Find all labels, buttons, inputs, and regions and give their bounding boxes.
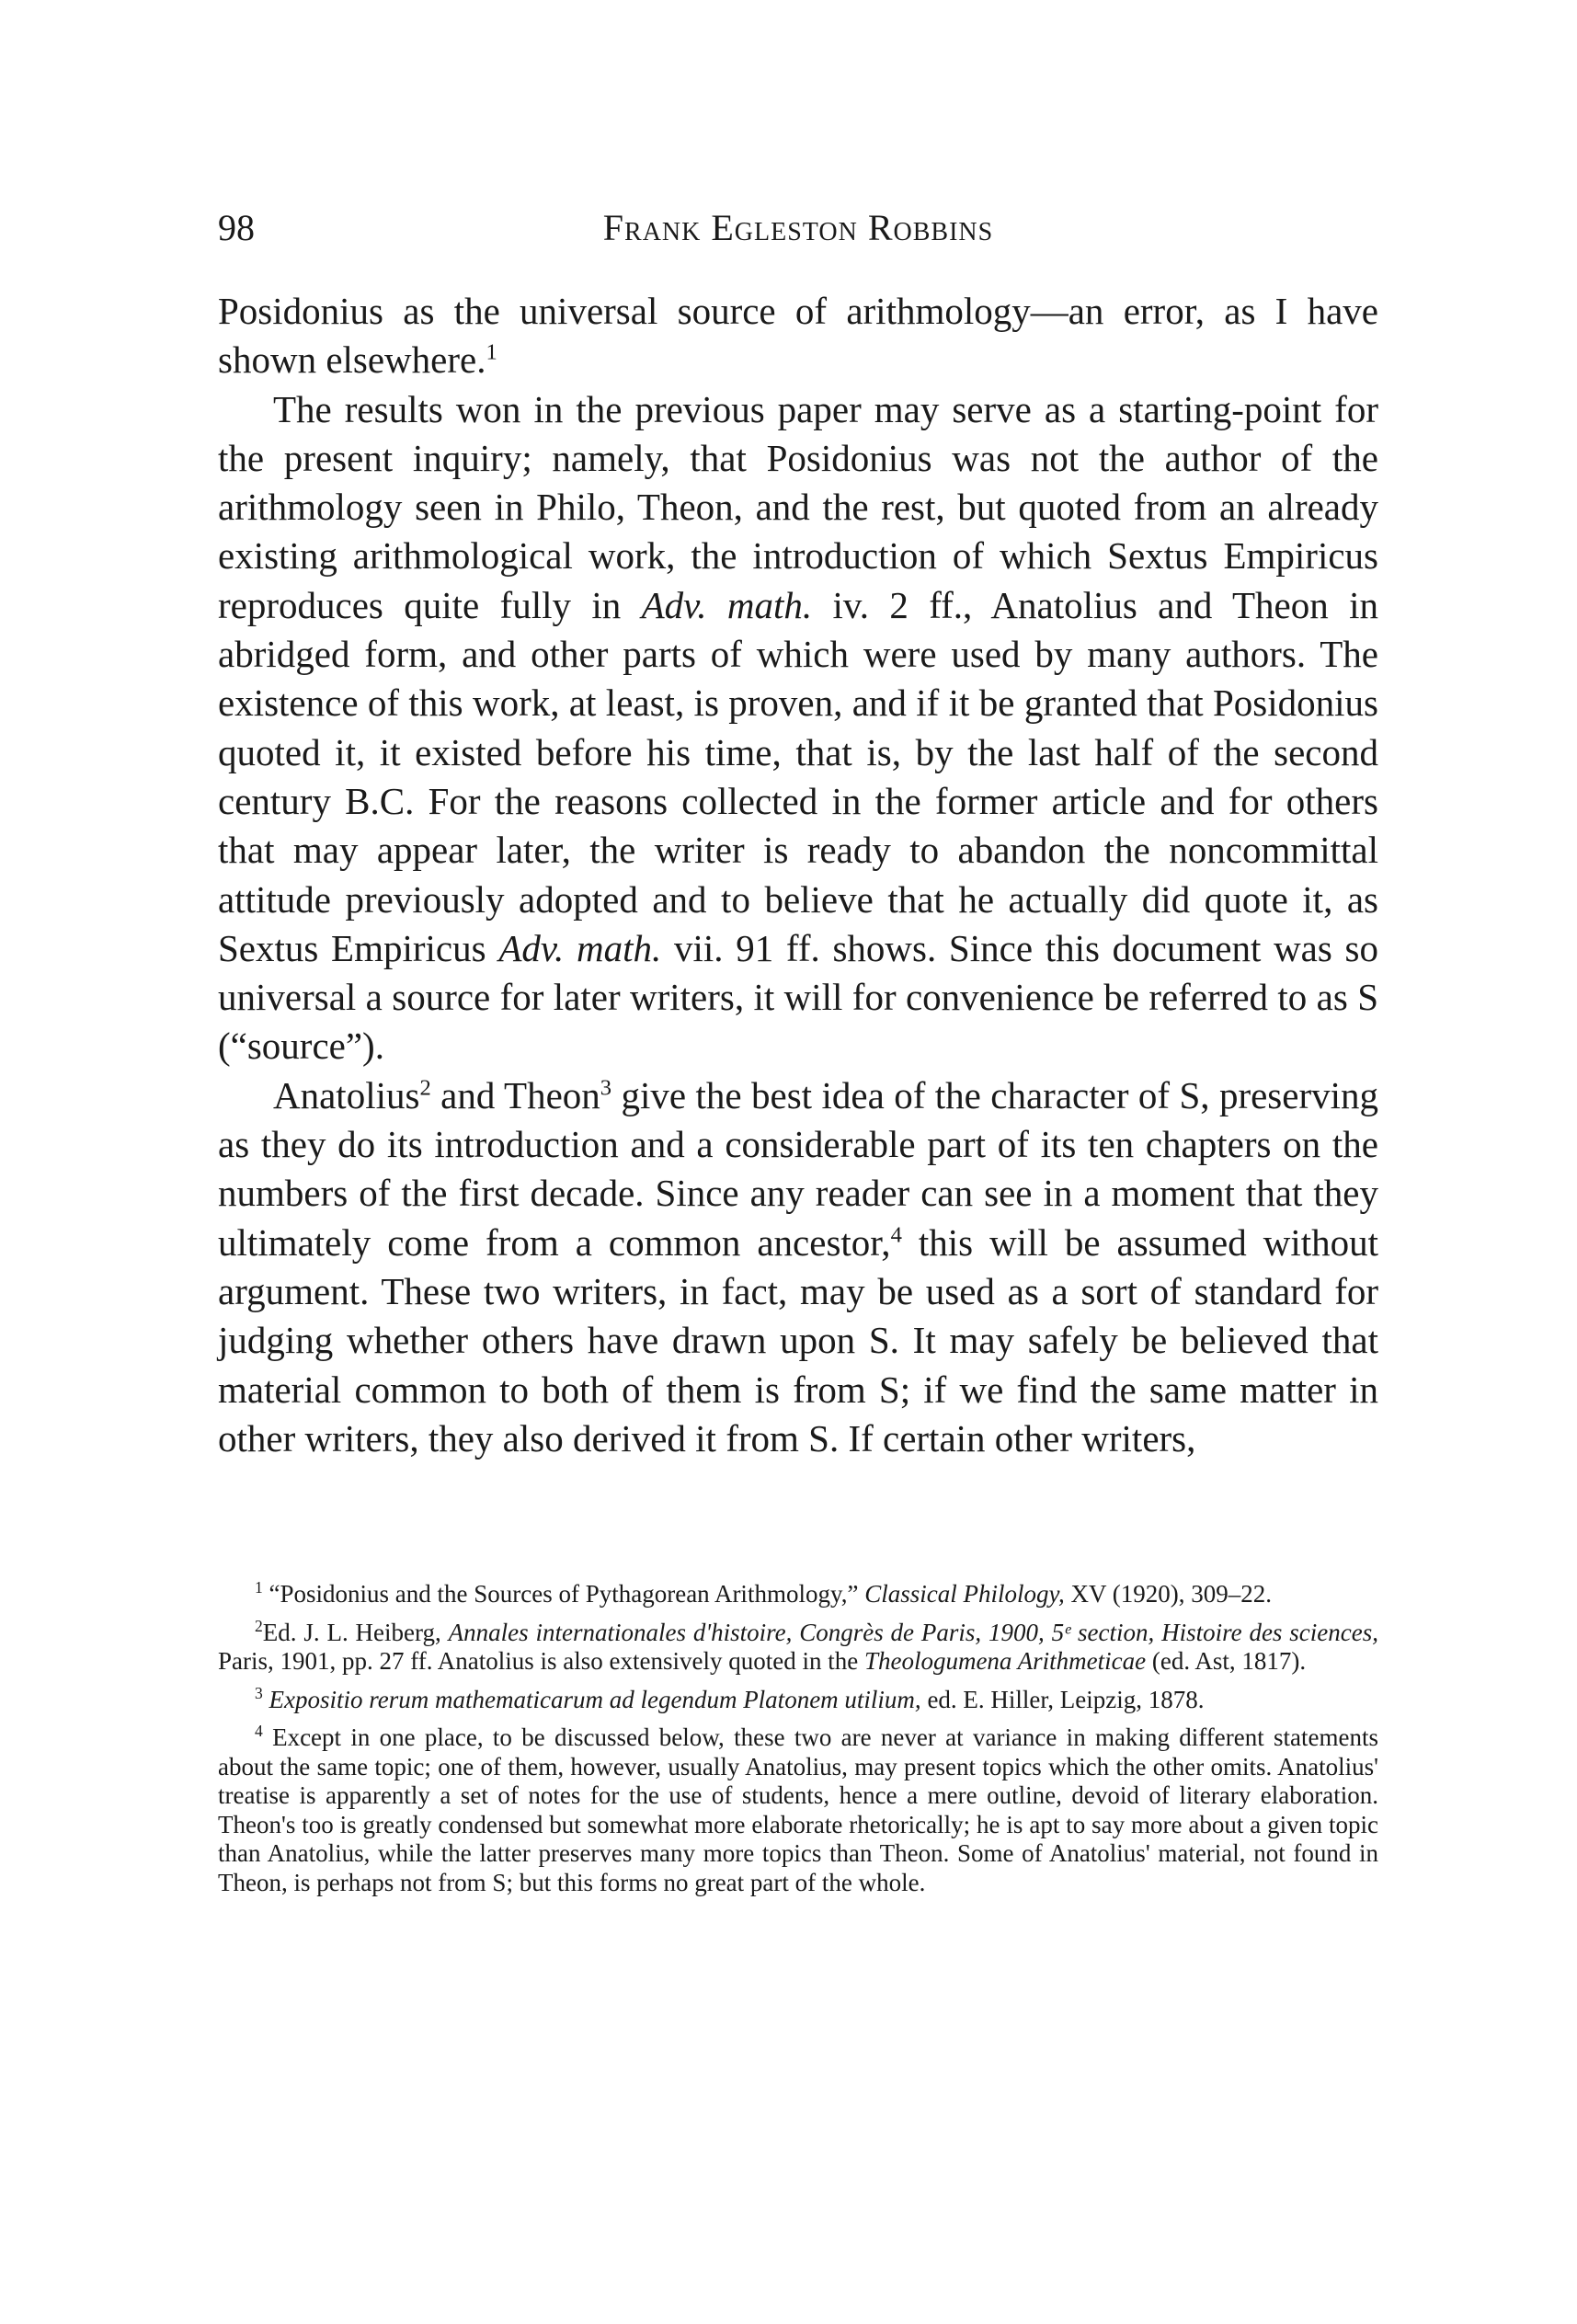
footnote-2-part-b: Paris, 1901, pp. 27 ff. Anatolius is also extensively quoted in the	[218, 1647, 864, 1675]
footnote-2-work: Theologumena Arithmeticae	[863, 1647, 1147, 1675]
footnote-ref-1: 1	[486, 339, 497, 365]
running-head: Frank Egleston Robbins	[602, 207, 994, 248]
citation-adv-math-iv: Adv. math.	[641, 583, 813, 626]
footnote-2	[218, 1616, 1378, 1677]
paragraph-2	[218, 385, 1378, 1071]
paragraph-1-text: Posidonius as the universal source of arithmology—an error, as I have shown elsewhere.	[218, 290, 1378, 382]
paragraph-2-part-c: For the reasons collected in the former article and for others that may appear later, the writer is ready to abandon the noncommittal attitude previously adopted and to believe that he actually did quote it, as Sextus Empiricus	[218, 779, 1378, 969]
footnote-2-part-a: Ed. J. L. Heiberg,	[262, 1618, 449, 1646]
paragraph-2-part-d: vii. 91 ff. shows. Since this document was so universal a source for later writers, it will for convenience be referred to as S (“source”).	[218, 926, 1379, 1068]
footnote-2-title: Annales internationales d'histoire, Congrès de Paris, 1900, 5ᵉ section, Histoire des sciences,	[448, 1618, 1378, 1646]
footnote-ref-3: 3	[600, 1075, 612, 1101]
footnote-mark-1: 1	[255, 1578, 263, 1597]
footnote-1	[218, 1580, 1378, 1609]
era-bc: B.C.	[345, 779, 415, 822]
paragraph-3-part-d: this will be assumed without argument. These two writers, in fact, may be used as a sort of standard for judging whether others have drawn upon S. It may safely be believed that material common to both of them is from S; if we find the same matter in other writers, they also derived it from S. If certain other writers,	[218, 1220, 1379, 1460]
footnote-4	[218, 1723, 1378, 1897]
paragraph-2-part-a: The results won in the previous paper may serve as a starting-point for the present inquiry; namely, that Posidonius was not the author of the arithmology seen in Philo, Theon, and the rest, but quoted from an already existing arithmological work, the introduction of which Sextus Empiricus reproduces quite fully in	[218, 387, 1378, 626]
footnote-1-part-a: “Posidonius and the Sources of Pythagorean Arithmology,”	[262, 1580, 865, 1608]
paragraph-1	[218, 287, 1378, 385]
paragraph-3-part-c: give the best idea of the character of S, preserving as they do its introduction and a considerable part of its ten chapters on the numbers of the first decade. Since any reader can see in a moment that they ultimately come from a common ancestor,	[218, 1073, 1378, 1264]
paragraph-3-part-a: Anatolius	[273, 1073, 420, 1116]
footnote-2-part-c: (ed. Ast, 1817).	[1146, 1647, 1307, 1675]
footnote-ref-4: 4	[890, 1221, 902, 1247]
footnotes	[218, 1580, 1378, 1906]
paragraph-2-part-b: iv. 2 ff., Anatolius and Theon in abridged form, and other parts of which were used by many authors. The existence of this work, at least, is proven, and if it be granted that Posidonius quoted it, it existed before his time, that is, by the last half of the second century	[218, 583, 1378, 822]
footnote-1-part-b: XV (1920), 309–22.	[1064, 1580, 1272, 1608]
footnote-3-title: Expositio rerum mathematicarum ad legendum Platonem utilium,	[269, 1685, 921, 1713]
footnote-1-journal: Classical Philology,	[864, 1580, 1065, 1608]
paragraph-3-part-b: and Theon	[430, 1073, 600, 1116]
paragraph-3	[218, 1071, 1378, 1463]
footnote-3	[218, 1683, 1378, 1715]
footnote-mark-3: 3	[255, 1683, 263, 1702]
footnote-4-text: Except in one place, to be discussed below, these two are never at variance in making different statements about the same topic; one of them, however, usually Anatolius, may present topics which the other omits. Anatolius' treatise is apparently a set of notes for the use of students, hence a mere outline, devoid of literary elaboration. Theon's too is greatly condensed but somewhat more elaborate rhetorically; he is apt to say more about a given topic than Anatolius, while the latter preserves many more topics than Theon. Some of Anatolius' material, not found in Theon, is perhaps not from S; but this forms no great part of the whole.	[218, 1723, 1379, 1896]
footnote-mark-4: 4	[255, 1722, 263, 1740]
citation-adv-math-vii: Adv. math.	[498, 926, 662, 969]
footnote-mark-2: 2	[255, 1616, 263, 1635]
page-header	[218, 200, 1378, 256]
page-number: 98	[218, 207, 255, 248]
body-text	[218, 287, 1378, 1463]
footnote-3-part-a: ed. E. Hiller, Leipzig, 1878.	[920, 1685, 1205, 1713]
footnote-ref-2: 2	[419, 1075, 431, 1101]
